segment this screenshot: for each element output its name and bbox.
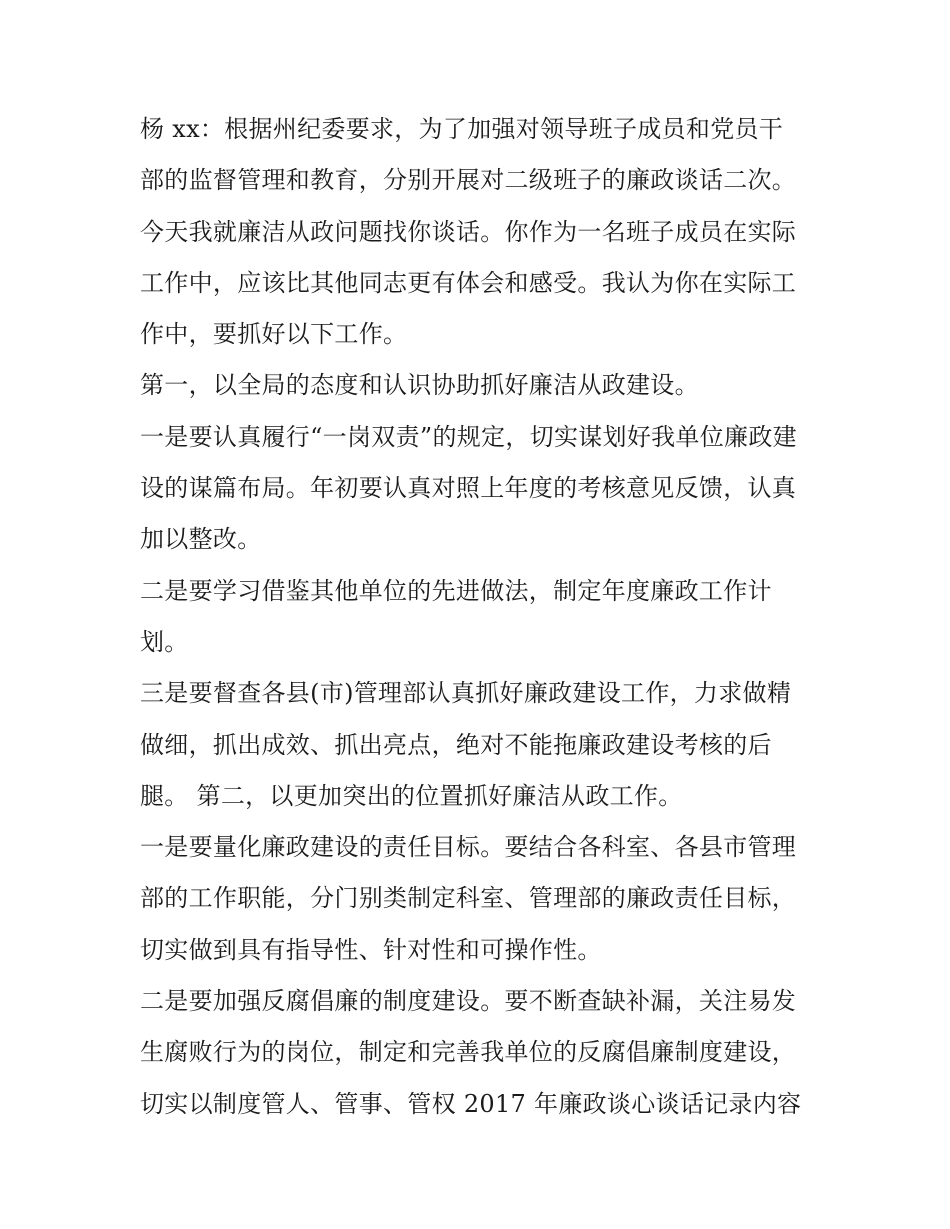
text-line-3: 今天我就廉洁从政问题找你谈话。你作为一名班子成员在实际: [140, 217, 797, 246]
text-line-8: 设的谋篇布局。年初要认真对照上年度的考核意见反馈，认真: [140, 474, 797, 503]
text-line-14: 腿。 第二，以更加突出的位置抓好廉洁从政工作。: [140, 781, 683, 810]
document-body: [140, 104, 820, 1130]
text-line-18: 二是要加强反腐倡廉的制度建设。要不断查缺补漏，关注易发: [140, 987, 797, 1016]
text-line-20: 切实以制度管人、管事、管权 2017 年廉政谈心谈话记录内容: [140, 1089, 802, 1118]
text-line-1: 杨 xx：根据州纪委要求，为了加强对领导班子成员和党员干: [140, 115, 784, 143]
text-line-12: 三是要督查各县(市)管理部认真抓好廉政建设工作，力求做精: [140, 679, 792, 708]
text-line-9: 加以整改。: [140, 525, 262, 554]
text-line-11: 划。: [140, 627, 189, 656]
text-line-19: 生腐败行为的岗位，制定和完善我单位的反腐倡廉制度建设，: [140, 1038, 797, 1067]
text-line-7: 一是要认真履行“一岗双责”的规定，切实谋划好我单位廉政建: [140, 422, 797, 451]
text-line-10: 二是要学习借鉴其他单位的先进做法，制定年度廉政工作计: [140, 576, 772, 605]
text-line-5: 作中，要抓好以下工作。: [140, 320, 408, 349]
text-line-13: 做细，抓出成效、抓出亮点，绝对不能拖廉政建设考核的后: [140, 730, 772, 759]
text-line-15: 一是要量化廉政建设的责任目标。要结合各科室、各县市管理: [140, 833, 797, 862]
text-line-17: 切实做到具有指导性、针对性和可操作性。: [140, 935, 602, 964]
text-line-4: 工作中，应该比其他同志更有体会和感受。我认为你在实际工: [140, 268, 797, 297]
text-line-6: 第一，以全局的态度和认识协助抓好廉洁从政建设。: [140, 371, 699, 400]
text-line-2: 部的监督管理和教育，分别开展对二级班子的廉政谈话二次。: [140, 166, 797, 195]
text-line-16: 部的工作职能，分门别类制定科室、管理部的廉政责任目标，: [140, 884, 797, 913]
